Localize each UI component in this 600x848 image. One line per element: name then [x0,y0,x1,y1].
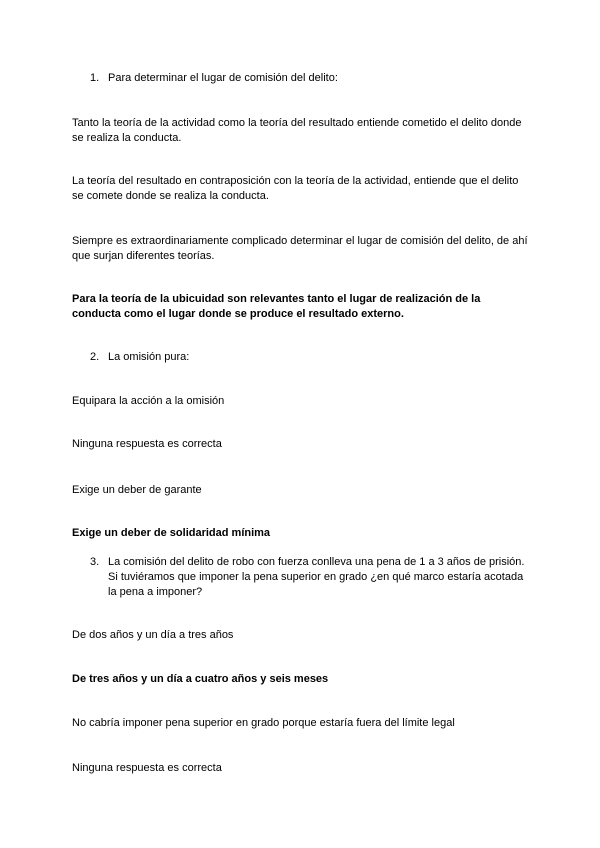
question-number: 1. [90,72,100,84]
question-number: 2. [90,351,100,363]
answer-option-correct: Para la teoría de la ubicuidad son relevantes tanto el lugar de realización de la conducta como el lugar donde se produce el resultado externo. [72,293,481,320]
question-prompt: La comisión del delito de robo con fuerza conlleva una pena de 1 a 3 años de prisión. Si tuviéramos que imponer la pena superior en grado ¿en qué marco estaría acotada la pena a imponer? [108,556,525,598]
answer-option-correct: De tres años y un día a cuatro años y seis meses [72,673,329,685]
answer-option: Exige un deber de garante [72,484,202,496]
answer-option: Equipara la acción a la omisión [72,395,225,407]
answer-option: Tanto la teoría de la actividad como la teoría del resultado entiende cometido el delito donde se realiza la conducta. [72,117,522,144]
answer-option: Ninguna respuesta es correcta [72,438,222,450]
question-number: 3. [90,556,100,568]
question-prompt: Para determinar el lugar de comisión del delito: [108,72,338,84]
answer-option: La teoría del resultado en contraposición con la teoría de la actividad, entiende que el delito se comete donde se realiza la conducta. [72,175,519,202]
question-prompt: La omisión pura: [108,351,190,363]
answer-option: Siempre es extraordinariamente complicado determinar el lugar de comisión del delito, de ahí que surjan diferentes teorías. [72,235,528,262]
answer-option: De dos años y un día a tres años [72,629,234,641]
answer-option-correct: Exige un deber de solidaridad mínima [72,527,271,539]
answer-option: Ninguna respuesta es correcta [72,762,222,774]
answer-option: No cabría imponer pena superior en grado porque estaría fuera del límite legal [72,717,455,729]
